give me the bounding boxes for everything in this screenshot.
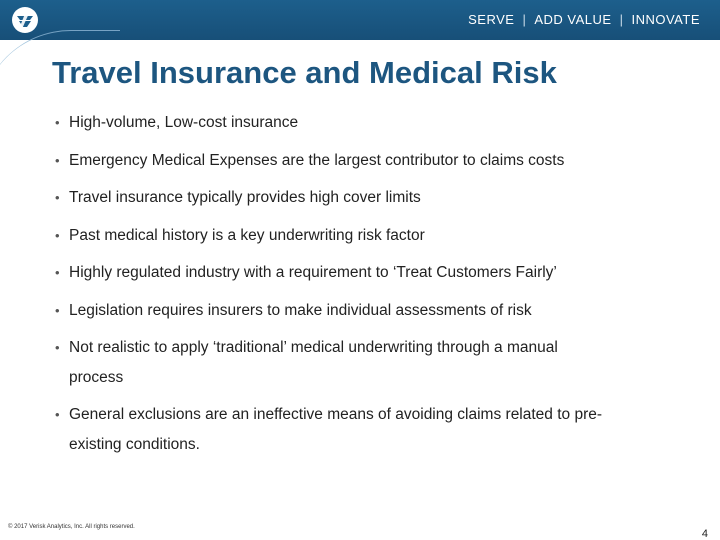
tagline-separator: |	[619, 12, 624, 27]
tagline-serve: SERVE	[468, 12, 515, 27]
tagline-separator: |	[522, 12, 527, 27]
bullet-text: Travel insurance typically provides high cover limits	[69, 189, 421, 206]
bullet-text: Emergency Medical Expenses are the largest contributor to claims costs	[69, 151, 565, 169]
bullet-item	[55, 333, 615, 392]
bullet-item	[55, 400, 615, 459]
bullet-item	[55, 296, 615, 326]
bullet-text: High-volume, Low-cost insurance	[69, 114, 299, 131]
bullet-dot-icon: •	[55, 265, 60, 280]
bullet-text: Legislation requires insurers to make individual assessments of risk	[69, 301, 532, 319]
page-number: 4	[701, 528, 708, 540]
bullet-dot-icon: •	[55, 115, 60, 130]
tagline-innovate: INNOVATE	[631, 12, 700, 27]
bullet-text: General exclusions are an ineffective means of avoiding claims related to pre-existing conditions.	[69, 406, 603, 453]
bullet-dot-icon: •	[55, 227, 60, 243]
bullet-dot-icon: •	[55, 407, 60, 422]
bullet-item	[55, 108, 615, 138]
company-logo-icon	[12, 7, 38, 33]
bullet-list	[55, 108, 615, 467]
copyright-notice: © 2017 Verisk Analytics, Inc. All rights reserved.	[8, 524, 135, 530]
bullet-text: Highly regulated industry with a requirement to ‘Treat Customers Fairly’	[69, 264, 557, 281]
bullet-text: Past medical history is a key underwriting risk factor	[69, 226, 425, 244]
bullet-item	[55, 183, 615, 213]
bullet-item	[55, 146, 615, 176]
bullet-dot-icon: •	[55, 190, 60, 205]
bullet-dot-icon: •	[55, 152, 60, 168]
bullet-dot-icon: •	[55, 302, 60, 318]
bullet-dot-icon: •	[55, 340, 60, 355]
tagline	[468, 12, 700, 27]
slide-title: Travel Insurance and Medical Risk	[52, 55, 557, 90]
bullet-text: Not realistic to apply ‘traditional’ medical underwriting through a manual process	[69, 339, 558, 386]
bullet-item	[55, 258, 615, 288]
bullet-item	[55, 221, 615, 251]
tagline-add-value: ADD VALUE	[534, 12, 612, 27]
